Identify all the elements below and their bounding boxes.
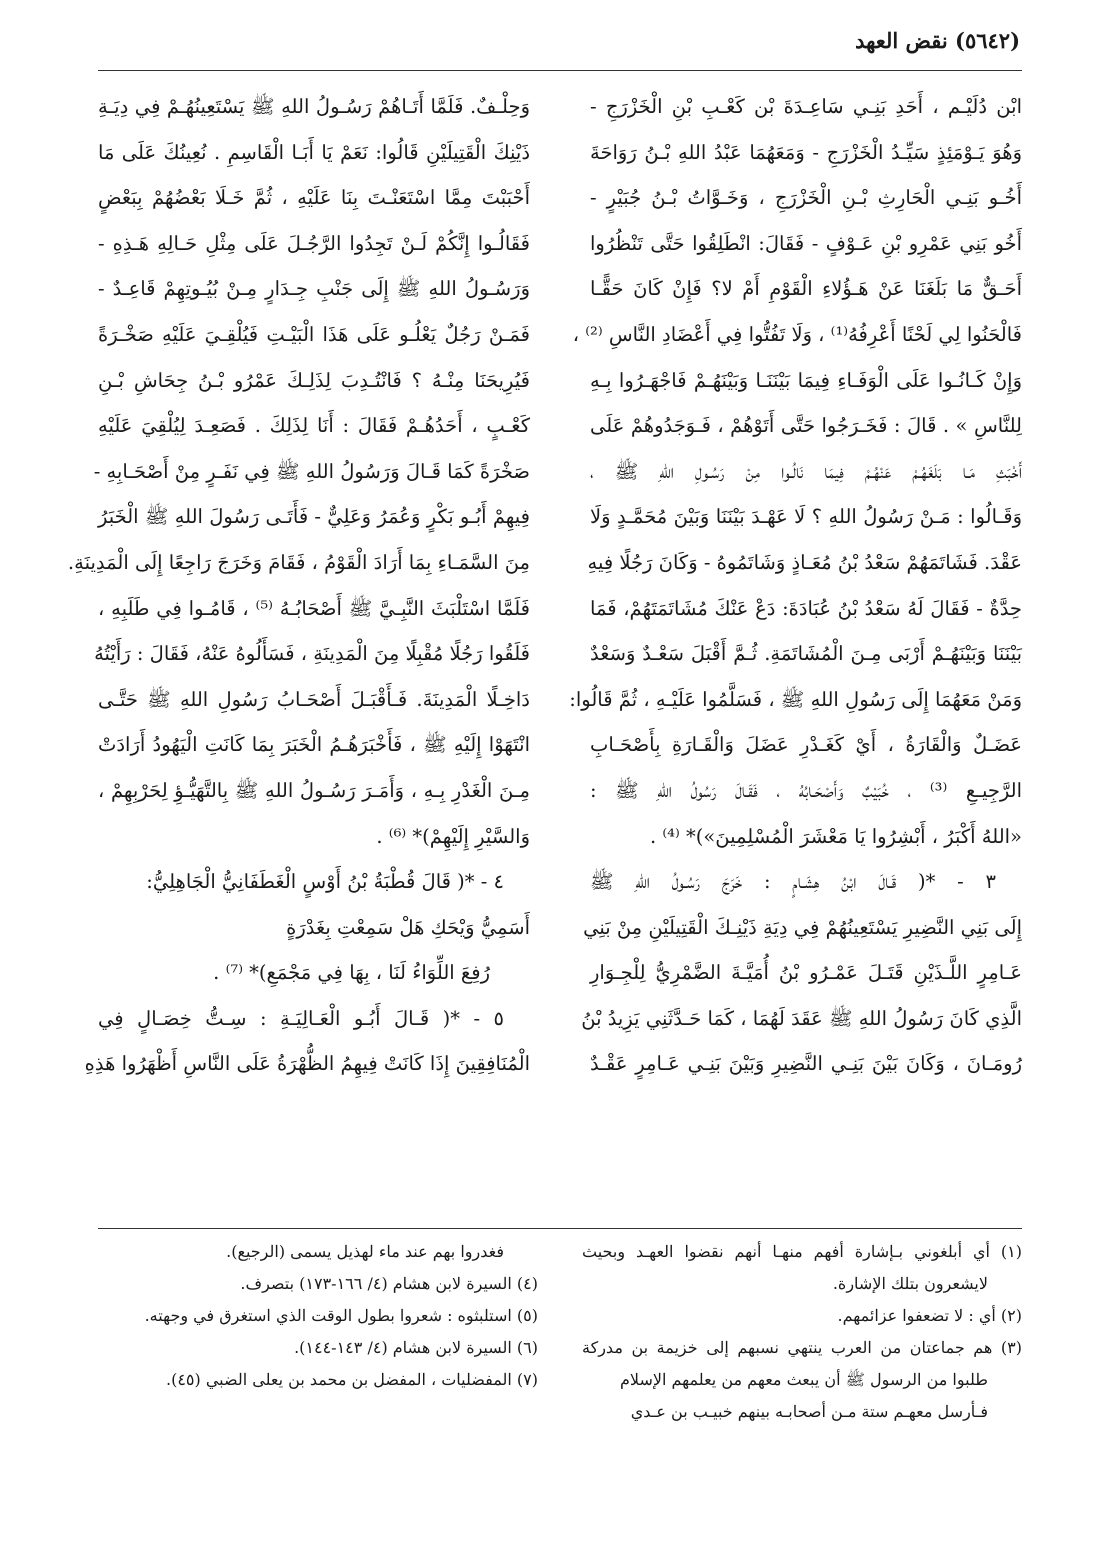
text-line: وَإِنْ كَـانُـوا عَلَى الْوَفَـاءِ فِيمَا بَيْنَنَـا وَبَيْنَهُـمْ فَاجْهَـرُوا بِـهِ <box>590 368 1022 392</box>
chapter-title: نقض العهد <box>855 28 948 53</box>
text-line: عَضَـلٌ وَالْقَارَةُ ، أَيْ كَغَـدْرِ عَضَلَ وَالْقَـارَةِ بِأَصْحَـابِ <box>590 733 1022 757</box>
text-line: فَيُرِيحَنَا مِنْـهُ ؟ فَانْتُـدِبَ لِذَلِـكَ عَمْرُو بْـنُ جِحَاشِ بْـنِ <box>98 368 530 392</box>
text-line: كَعْـبٍ ، أَحَدُهُـمْ فَقَالَ : أَنَا لِذَلِكَ . فَصَعِـدَ لِيُلْقِيَ عَلَيْهِ <box>98 414 530 438</box>
header-rule <box>98 70 1022 71</box>
text-line: فَالْحَنُوا لِي لَحْنًا أَعْرِفُهُ⁽¹⁾ ، وَلَا تَفُتُّوا فِي أَعْضَادِ النَّاسِ ⁽²⁾ ، <box>572 322 1022 346</box>
text-line: ابْن دُلَيْـم ، أَحَدِ بَنِـي سَاعِـدَةَ بْن كَعْـبِ بْنِ الْخَزْرَجِ - <box>590 95 1022 118</box>
text-line: الرَّجِيـعِ ⁽³⁾ ، خُبَيْبٌ وَأَصْحَـابُهُ ، فَقَـالَ رَسُولُ اللهِ ﷺ : <box>590 778 1022 802</box>
text-line: بَيْنَنَا وَبَيْنَهُـمْ أَرْبَى مِـنَ الْمُشَاتَمَةِ. ثُـمَّ أَقْبَلَ سَعْـدٌ وَسَعْدٌ <box>590 642 1022 666</box>
verse-line: رُفِعَ اللِّوَاءُ لَنَا ، بِهَا فِي مَجْمَعِ)* ⁽⁷⁾ . <box>213 961 490 985</box>
footnote-line: (٥) استلبثوه : شعروا بطول الوقت الذي استغرق في وجهته. <box>144 1306 538 1325</box>
text-line: الَّذِي كَانَ رَسُولُ اللهِ ﷺ عَقَدَ لَهُمَا ، كَمَا حَـدَّثَنِي يَزِيدُ بْنُ <box>581 1006 1022 1030</box>
footnote-line: (٣) هم جماعتان من العرب ينتهي نسبهم إلى خزيمة بن مدركة <box>582 1338 1022 1357</box>
page-header <box>770 28 1020 53</box>
text-line: الْمُنَافِقِينَ إِذَا كَانَتْ فِيهِمُ الظُّهْرَةُ عَلَى النَّاسِ أَظْهَرُوا هَذِهِ <box>84 1052 530 1076</box>
text-line: أَخْبَثِ مَـا بَلَغَهُـمْ عَنْهُـمْ فِيمَا نَالُـوا مِنْ رَسُـولِ اللهِ ﷺ ، <box>590 459 1022 483</box>
footnote-line: (٤) السيرة لابن هشام (٤/ ١٦٦-١٧٣) بتصرف. <box>240 1274 538 1293</box>
text-line: أَخُو بَنِي عَمْرِو بْنِ عَـوْفٍ - فَقَالَ: انْطَلِقُوا حَتَّى تَنْظُرُوا <box>590 231 1022 255</box>
text-line: دَاخِـلًا الْمَدِينَةَ. فَـأَقْبَـلَ أَصْحَـابُ رَسُولِ اللهِ ﷺ حَتَّـى <box>98 687 530 711</box>
footnote-rule <box>98 1228 1022 1229</box>
text-line: وَرَسُـولُ اللهِ ﷺ إِلَى جَنْبِ جِـدَارٍ مِـنْ بُيُـوتِهِمْ قَاعِـدٌ - <box>98 277 530 301</box>
text-line: ٣ - *( قَـالَ ابْنُ هِشَـامٍ : خَرَجَ رَسُـولُ اللهِ ﷺ <box>590 870 996 894</box>
footnote-line: (٦) السيرة لابن هشام (٤/ ١٤٣-١٤٤). <box>294 1338 538 1357</box>
text-line: صَخْرَةً كَمَا قَـالَ وَرَسُولُ اللهِ ﷺ فِي نَفَـرٍ مِنْ أَصْحَـابِهِ - <box>93 459 530 483</box>
text-line: ٥ - *( قَـالَ أَبُـو الْعَـالِيَـةِ : سِـتُّ خِصَـالٍ فِي <box>98 1006 504 1030</box>
page-number: (٥٦٤٢) <box>955 28 1020 53</box>
text-line: عَـامِرٍ اللَّـذَيْنِ قَتَـلَ عَمْـرُو بْنُ أُمَيَّـةَ الضَّمْرِيُّ لِلْجِـوَارِ <box>590 961 1022 985</box>
text-line: إِلَى بَنِي النَّضِيرِ يَسْتَعِينُهُمْ فِي دِيَةِ ذَيْنِـكَ الْقَتِيلَيْنِ مِنْ بَنِي <box>583 915 1022 939</box>
text-line: انْتَهَوْا إِلَيْهِ ﷺ ، فَأَخْبَرَهُـمُ الْخَبَرَ بِمَا كَانَتِ الْيَهُودُ أَرَادَتْ <box>98 733 530 757</box>
footnote-line: طلبوا من الرسول ﷺ أن يبعث معهم من يعلمهم الإسلام <box>619 1370 988 1389</box>
footnotes-right <box>582 1236 1022 1428</box>
text-line: فَقَالُـوا إِنَّكُمْ لَـنْ تَجِدُوا الرَّجُـلَ عَلَى مِثْلِ حَـالِهِ هَـذِهِ - <box>98 231 530 255</box>
text-line: ذَيْنِكَ الْقَتِيلَيْنِ قَالُوا: نَعَمْ يَا أَبَـا الْقَاسِمِ . نُعِينُكَ عَلَى مَا <box>98 140 530 164</box>
text-line: فَلَمَّا اسْتَلْبَثَ النَّبِـيَّ ﷺ أَصْحَابُـهُ ⁽⁵⁾ ، قَامُـوا فِي طَلَبِهِ ، <box>98 596 530 620</box>
text-line: «اللهُ أَكْبَرُ ، أَبْشِرُوا يَا مَعْشَرَ الْمُسْلِمِينَ»)* ⁽⁴⁾ . <box>649 824 1022 848</box>
text-column-right <box>569 84 1022 1087</box>
text-line: أَحَـقٌّ مَا بَلَغَنَا عَنْ هَـؤُلاءِ الْقَوْمِ أَمْ لا؟ فَإِنْ كَانَ حَقًّـا <box>590 277 1022 301</box>
footnotes-left <box>98 1236 538 1396</box>
text-line: مِنَ السَّمَـاءِ بِمَا أَرَادَ الْقَوْمُ ، فَقَامَ وَخَرَجَ رَاجِعًا إِلَى الْمَدِينَةِ. <box>67 550 530 574</box>
text-line: عَقْدَ. فَشَاتَمَهُمْ سَعْدُ بْنُ مُعَـاذٍ وَشَاتَمُوهُ - وَكَانَ رَجُلًا فِيهِ <box>587 550 1022 574</box>
text-line: فَمَـنْ رَجُلٌ يَعْلُـو عَلَى هَذَا الْبَيْـتِ فَيُلْقِـيَ عَلَيْهِ صَخْـرَةً <box>98 322 530 346</box>
text-line: وَالسَّيْرِ إِلَيْهِمْ)* ⁽⁶⁾ . <box>376 824 530 848</box>
footnote-line: فـأرسل معهـم ستة مـن أصحابـه بينهم خبيـب بن عـدي <box>630 1402 988 1421</box>
text-line: وَهُوَ يَـوْمَئِذٍ سَيِّـدُ الْخَزْرَجِ - وَمَعَهُمَا عَبْدُ اللهِ بْـنُ رَوَاحَةَ <box>590 140 1022 164</box>
text-line: أَخُـو بَنِـي الْحَارِثِ بْـنِ الْخَزْرَجِ ، وَخَـوَّاتُ بْـنُ جُبَيْرٍ - <box>590 186 1022 210</box>
text-line: وَحِلْـفٌ. فَلَمَّا أَتَـاهُمْ رَسُـولُ اللهِ ﷺ يَسْتَعِينُهُـمْ فِي دِيَـةِ <box>98 95 530 118</box>
text-line: فَلَقُوا رَجُلًا مُقْبِلًا مِنَ الْمَدِينَةِ ، فَسَأَلُوهُ عَنْهُ، فَقَالَ : رَأَيْتُهُ <box>94 642 530 666</box>
text-line: حِدَّةٌ - فَقَالَ لَهُ سَعْدُ بْنُ عُبَادَةَ: دَعْ عَنْكَ مُشَاتَمَتَهُمْ، فَمَا <box>590 596 1022 620</box>
text-line: فِيهِمْ أَبُـو بَكْرٍ وَعُمَرُ وَعَلِيٌّ - فَأَتَـى رَسُولَ اللهِ ﷺ الْخَبَرُ <box>98 505 530 529</box>
footnote-line: (١) أي أبلغوني بـإشارة أفهم منهـا أنهم نقضوا العهـد وبحيث <box>582 1242 1022 1261</box>
text-column-left <box>67 84 530 1087</box>
footnote-line: (٢) أي : لا تضعفوا عزائمهم. <box>837 1306 1022 1325</box>
text-line: رُومَـانَ ، وَكَانَ بَيْنَ بَنِـي النَّضِيرِ وَبَيْنَ بَنِـي عَـامِرٍ عَقْـدٌ <box>590 1052 1022 1076</box>
text-line: مِـنَ الْغَدْرِ بِـهِ ، وَأَمَـرَ رَسُـولُ اللهِ ﷺ بِالتَّهَيُّـؤِ لِحَرْبِهِمْ ، <box>98 778 530 802</box>
footnote-line: فغدروا بهم عند ماء لهذيل يسمى (الرجيع). <box>226 1242 504 1261</box>
text-line: وَمَنْ مَعَهُمَا إِلَى رَسُولِ اللهِ ﷺ ، فَسَلَّمُوا عَلَيْـهِ ، ثُمَّ قَالُوا: <box>569 687 1022 711</box>
text-line: وَقَـالُوا : مَـنْ رَسُولُ اللهِ ؟ لَا عَهْـدَ بَيْنَنَا وَبَيْنَ مُحَمَّـدٍ وَلَا <box>590 505 1022 529</box>
footnote-line: (٧) المفضليات ، المفضل بن محمد بن يعلى الضبي (٤٥). <box>165 1370 538 1389</box>
text-line: أَحْبَبْتَ مِمَّا اسْتَعَنْـتَ بِنَا عَلَيْهِ ، ثُمَّ خَـلَا بَعْضُهُمْ بِبَعْضٍ <box>98 186 530 210</box>
text-line: ٤ - *( قَالَ قُطْبَةُ بْنُ أَوْسٍ الْغَطَفَانِيُّ الْجَاهِلِيُّ: <box>146 870 504 894</box>
text-line: لِلنَّاسِ » . قَالَ : فَخَـرَجُوا حَتَّى أَتَوْهُمْ ، فَـوَجَدُوهُمْ عَلَى <box>590 414 1022 438</box>
verse-line: أَسَمِيُّ وَيْحَكِ هَلْ سَمِعْتِ بِغَدْرَةٍ <box>286 915 530 939</box>
footnote-line: لايشعرون بتلك الإشارة. <box>832 1274 988 1293</box>
